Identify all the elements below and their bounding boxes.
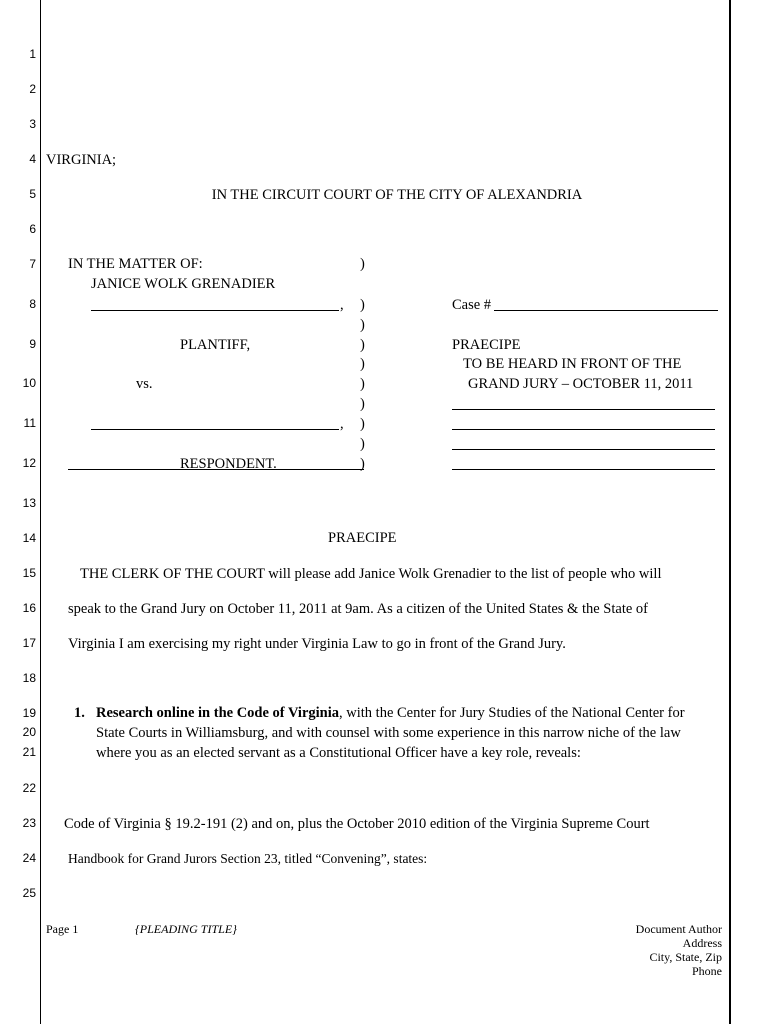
court-title: IN THE CIRCUIT COURT OF THE CITY OF ALEXANDRIA [211, 187, 583, 203]
caption-paren: ) [360, 456, 365, 472]
item-number: 1. [74, 705, 85, 721]
body-paragraph-line: Virginia I am exercising my right under Virginia Law to go in front of the Grand Jury. [68, 636, 566, 652]
respondent-label: RESPONDENT. [180, 456, 277, 472]
body-paragraph-line: speak to the Grand Jury on October 11, 2011 at 9am. As a citizen of the United States & the State of [68, 601, 648, 617]
caption-paren: ) [360, 337, 365, 353]
comma-1: , [340, 297, 344, 313]
author-block [636, 922, 722, 978]
line-number: 10 [22, 376, 36, 390]
case-number-blank [494, 310, 718, 311]
caption-paren: ) [360, 376, 365, 392]
author-phone: Phone [692, 964, 722, 978]
blank-line [452, 449, 715, 450]
matter-label: IN THE MATTER OF: [68, 256, 203, 272]
item-rest: , with the Center for Jury Studies of the National Center for [339, 705, 685, 721]
caption-paren: ) [360, 416, 365, 432]
item-line: State Courts in Williamsburg, and with counsel with some experience in this narrow niche of the law [96, 725, 681, 741]
line-number: 15 [22, 566, 36, 580]
heard-line-2: GRAND JURY – OCTOBER 11, 2011 [468, 376, 694, 392]
line-number: 16 [22, 601, 36, 615]
author-address: Address [682, 936, 722, 950]
line-number: 23 [22, 816, 36, 830]
state-name: VIRGINIA; [46, 152, 117, 168]
party-name-blank [91, 310, 339, 311]
caption-paren: ) [360, 356, 365, 372]
line-number: 21 [22, 745, 36, 759]
case-number-label: Case # [452, 297, 492, 313]
plaintiff-label: PLANTIFF, [180, 337, 251, 353]
caption-paren: ) [360, 317, 365, 333]
body-paragraph-line: THE CLERK OF THE COURT will please add Janice Wolk Grenadier to the list of people who will [80, 566, 662, 582]
page-number: Page 1 [46, 922, 79, 936]
line-number: 18 [22, 671, 36, 685]
versus-label: vs. [136, 376, 153, 392]
code-citation-line: Code of Virginia § 19.2-191 (2) and on, plus the October 2010 edition of the Virginia Supreme Court [64, 816, 650, 832]
line-number: 1 [29, 47, 36, 61]
author-name: Document Author [635, 922, 722, 936]
line-number: 9 [29, 337, 36, 351]
line-number: 5 [29, 187, 36, 201]
item-line [96, 704, 685, 722]
comma-2: , [340, 416, 344, 432]
respondent-name-blank [91, 429, 339, 430]
line-number: 11 [23, 416, 36, 430]
right-margin-rule [729, 0, 731, 1024]
line-number: 17 [22, 636, 36, 650]
item-bold-phrase: Research online in the Code of Virginia [96, 705, 340, 721]
line-number: 25 [22, 886, 36, 900]
left-margin-rule [40, 0, 41, 1024]
heard-line-1: TO BE HEARD IN FRONT OF THE [463, 356, 682, 372]
line-number: 8 [29, 297, 36, 311]
code-citation-line: Handbook for Grand Jurors Section 23, titled “Convening”, states: [68, 851, 428, 866]
line-number: 14 [22, 531, 36, 545]
caption-paren: ) [360, 256, 365, 272]
line-number: 6 [29, 222, 36, 236]
line-number: 22 [22, 781, 36, 795]
blank-line [452, 429, 715, 430]
line-number: 13 [22, 496, 36, 510]
praecipe-heading: PRAECIPE [328, 530, 397, 546]
line-number: 7 [29, 257, 36, 271]
line-number: 12 [22, 456, 36, 470]
party-name: JANICE WOLK GRENADIER [91, 276, 276, 292]
line-number: 20 [22, 725, 36, 739]
line-number: 3 [29, 117, 36, 131]
praecipe-label: PRAECIPE [452, 337, 521, 353]
caption-paren: ) [360, 297, 365, 313]
item-line: where you as an elected servant as a Constitutional Officer have a key role, reveals: [96, 745, 581, 761]
line-number: 4 [29, 152, 36, 166]
line-number: 19 [22, 706, 36, 720]
blank-line [452, 409, 715, 410]
author-city: City, State, Zip [649, 950, 722, 964]
line-number: 24 [22, 851, 36, 865]
blank-line [452, 469, 715, 470]
caption-paren: ) [360, 396, 365, 412]
pleading-title: {PLEADING TITLE} [135, 922, 237, 936]
line-number: 2 [29, 82, 36, 96]
caption-paren: ) [360, 436, 365, 452]
